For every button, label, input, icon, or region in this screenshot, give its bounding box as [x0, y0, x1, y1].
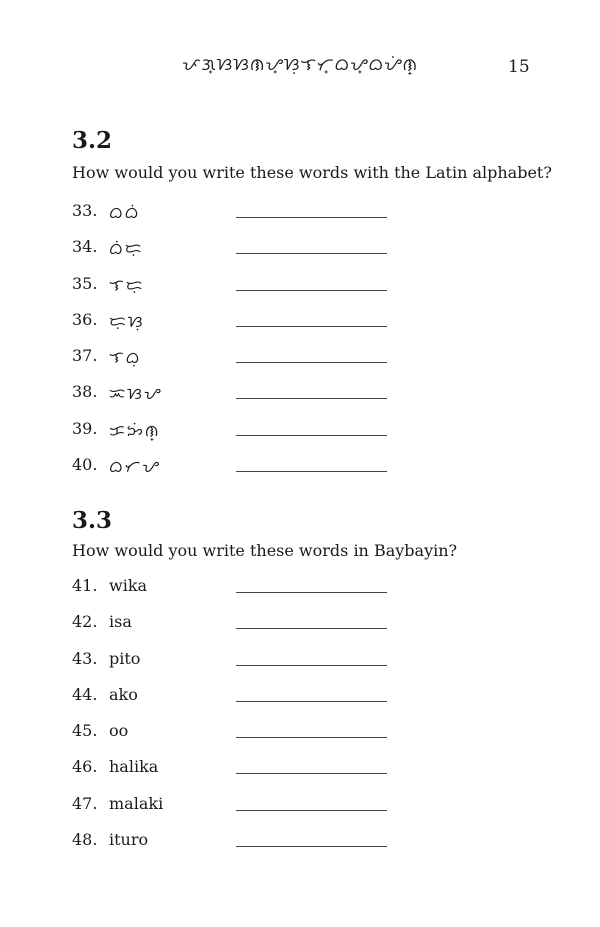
exercise-item [0, 455, 600, 491]
exercise-item [0, 382, 600, 418]
answer-blank [236, 398, 387, 399]
latin-word: ako [109, 684, 138, 704]
exercise-number: 47. [72, 793, 98, 813]
exercise-number: 33. [72, 201, 98, 220]
answer-blank [236, 701, 387, 702]
exercise-item [0, 310, 600, 346]
exercise-number: 37. [72, 346, 98, 366]
answer-blank [236, 810, 387, 811]
exercise-number: 43. [72, 648, 98, 668]
section-heading-3-3: 3.3 [72, 507, 113, 534]
exercise-number: 48. [72, 830, 98, 850]
latin-word: ituro [109, 830, 149, 850]
baybayin-word: ᜊᜊᜒ [109, 203, 141, 222]
answer-blank [236, 628, 387, 629]
exercise-number: 46. [72, 757, 98, 777]
exercise-number: 35. [72, 273, 98, 293]
latin-word: wika [109, 576, 148, 595]
exercise-item [0, 757, 600, 793]
exercise-number: 34. [72, 237, 98, 257]
answer-blank [236, 290, 387, 291]
baybayin-word: ᜊᜆᜌ [109, 457, 161, 477]
answer-blank [236, 217, 387, 218]
baybayin-word: ᜃᜅᜒᜈ᜔ [109, 420, 161, 440]
exercise-item [0, 237, 600, 273]
exercise-item [0, 612, 600, 648]
exercise-item [0, 274, 600, 310]
exercise-item [0, 649, 600, 685]
answer-blank [236, 737, 387, 738]
baybayin-word: ᜊᜒᜇᜓ [109, 239, 144, 259]
answer-blank [236, 471, 387, 472]
section-instruction-3-2: How would you write these words with the Latin alphabet? [72, 163, 552, 182]
baybayin-word: ᜁᜐᜌ [109, 384, 163, 404]
running-header-title: ᜉᜄ᜔ᜐᜐᜈᜌ᜔ᜐᜓᜎᜆ᜔ᜊᜌ᜔ᜊᜌᜒᜈ᜔ [182, 55, 418, 75]
answer-blank [236, 253, 387, 254]
answer-blank [236, 846, 387, 847]
exercise-item [0, 346, 600, 382]
exercise-number: 36. [72, 309, 98, 329]
baybayin-word: ᜎᜊᜓ [109, 348, 142, 368]
exercise-number: 44. [72, 684, 98, 704]
exercise-item [0, 794, 600, 830]
answer-blank [236, 435, 387, 436]
exercise-number: 38. [72, 382, 98, 402]
exercise-item [0, 721, 600, 757]
baybayin-word: ᜇᜓᜐᜓ [109, 311, 145, 331]
page-number: 15 [508, 57, 530, 77]
exercise-item [0, 576, 600, 612]
latin-word: malaki [109, 793, 164, 813]
exercise-number: 40. [72, 455, 98, 475]
latin-word: pito [109, 648, 141, 668]
exercise-item [0, 830, 600, 866]
exercise-list-3-2 [0, 201, 600, 491]
latin-word: oo [109, 721, 129, 741]
answer-blank [236, 592, 387, 593]
exercise-number: 45. [72, 721, 98, 741]
section-instruction-3-3: How would you write these words in Baybayin? [72, 541, 458, 560]
exercise-item [0, 201, 600, 237]
section-heading-3-2: 3.2 [72, 127, 113, 154]
exercise-list-3-3 [0, 576, 600, 866]
answer-blank [236, 362, 387, 363]
exercise-number: 41. [72, 576, 98, 595]
answer-blank [236, 326, 387, 327]
exercise-number: 42. [72, 612, 98, 632]
exercise-item [0, 685, 600, 721]
baybayin-word: ᜎᜇᜓ [109, 275, 145, 295]
answer-blank [236, 773, 387, 774]
latin-word: isa [109, 612, 132, 632]
answer-blank [236, 665, 387, 666]
exercise-item [0, 419, 600, 455]
exercise-number: 39. [72, 418, 98, 438]
latin-word: halika [109, 757, 159, 777]
